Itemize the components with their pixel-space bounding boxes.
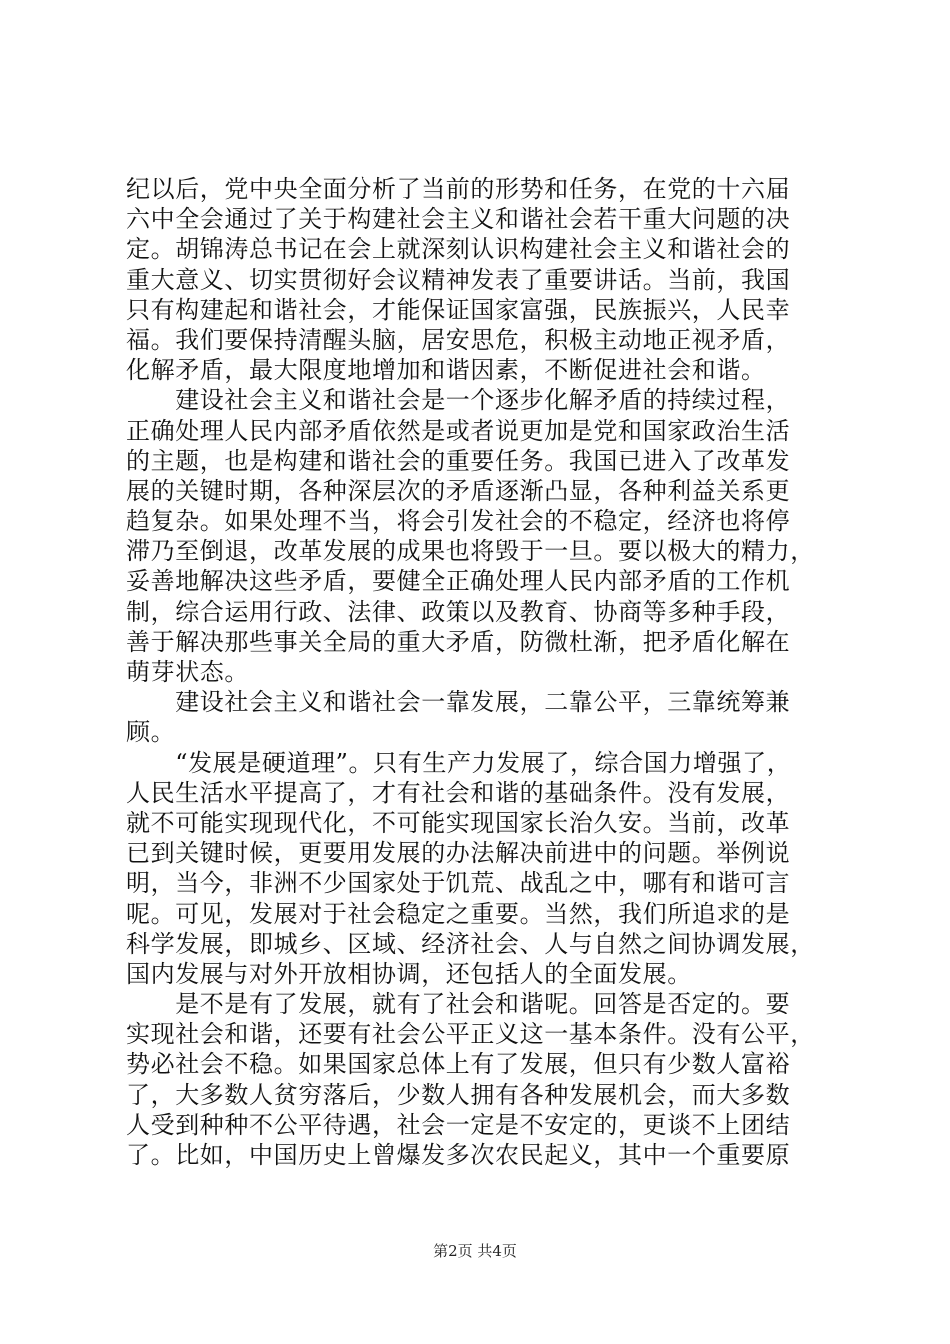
text-line: 的主题，也是构建和谐社会的重要任务。我国已进入了改革发: [126, 446, 791, 475]
text-line: 人民生活水平提高了，才有社会和谐的基础条件。没有发展，: [126, 778, 791, 807]
text-line: 顾。: [126, 718, 176, 747]
text-line: 了。比如，中国历史上曾爆发多次农民起义，其中一个重要原: [126, 1141, 791, 1169]
text-line: 滞乃至倒退，改革发展的成果也将毁于一旦。要以极大的精力，: [126, 537, 815, 566]
text-line: 建设社会主义和谐社会一靠发展，二靠公平，三靠统筹兼: [126, 688, 791, 717]
text-line: 只有构建起和谐社会，才能保证国家富强，民族振兴，人民幸: [126, 295, 791, 324]
text-line: 科学发展，即城乡、区域、经济社会、人与自然之间协调发展，: [126, 929, 815, 958]
text-line: 定。胡锦涛总书记在会上就深刻认识构建社会主义和谐社会的: [126, 235, 791, 264]
text-line: 化解矛盾，最大限度地增加和谐因素，不断促进社会和谐。: [126, 356, 766, 385]
text-line: 人受到种种不公平待遇，社会一定是不安定的，更谈不上团结: [126, 1110, 791, 1139]
text-line: 纪以后，党中央全面分析了当前的形势和任务，在党的十六届: [126, 175, 791, 203]
text-line: 了，大多数人贫穷落后，少数人拥有各种发展机会，而大多数: [126, 1080, 791, 1109]
text-line: “发展是硬道理”。只有生产力发展了，综合国力增强了，: [126, 748, 792, 777]
text-line: 正确处理人民内部矛盾依然是或者说更加是党和国家政治生活: [126, 416, 791, 445]
text-line: 呢。可见，发展对于社会稳定之重要。当然，我们所追求的是: [126, 899, 791, 928]
text-line: 已到关键时候，更要用发展的办法解决前进中的问题。举例说: [126, 839, 791, 868]
text-line: 制，综合运用行政、法律、政策以及教育、协商等多种手段，: [126, 597, 791, 626]
text-line: 实现社会和谐，还要有社会公平正义这一基本条件。没有公平，: [126, 1020, 815, 1049]
text-line: 势必社会不稳。如果国家总体上有了发展，但只有少数人富裕: [126, 1050, 791, 1079]
page-footer: 第2页 共4页: [433, 1242, 517, 1260]
text-line: 国内发展与对外开放相协调，还包括人的全面发展。: [126, 959, 692, 988]
text-line: 就不可能实现现代化，不可能实现国家长治久安。当前，改革: [126, 808, 791, 837]
text-line: 福。我们要保持清醒头脑，居安思危，积极主动地正视矛盾，: [126, 325, 791, 354]
text-line: 是不是有了发展，就有了社会和谐呢。回答是否定的。要: [126, 990, 791, 1019]
text-line: 六中全会通过了关于构建社会主义和谐社会若干重大问题的决: [126, 205, 791, 234]
text-line: 妥善地解决这些矛盾，要健全正确处理人民内部矛盾的工作机: [126, 567, 791, 596]
text-line: 展的关键时期，各种深层次的矛盾逐渐凸显，各种利益关系更: [126, 476, 791, 505]
text-line: 重大意义、切实贯彻好会议精神发表了重要讲话。当前，我国: [126, 265, 791, 294]
document-body: [126, 174, 826, 1170]
text-line: 趋复杂。如果处理不当，将会引发社会的不稳定，经济也将停: [126, 507, 791, 536]
text-line: 建设社会主义和谐社会是一个逐步化解矛盾的持续过程，: [126, 386, 791, 415]
text-line: 萌芽状态。: [126, 658, 249, 686]
text-line: 明，当今，非洲不少国家处于饥荒、战乱之中，哪有和谐可言: [126, 869, 791, 898]
text-line: 善于解决那些事关全局的重大矛盾，防微杜渐，把矛盾化解在: [126, 627, 791, 656]
